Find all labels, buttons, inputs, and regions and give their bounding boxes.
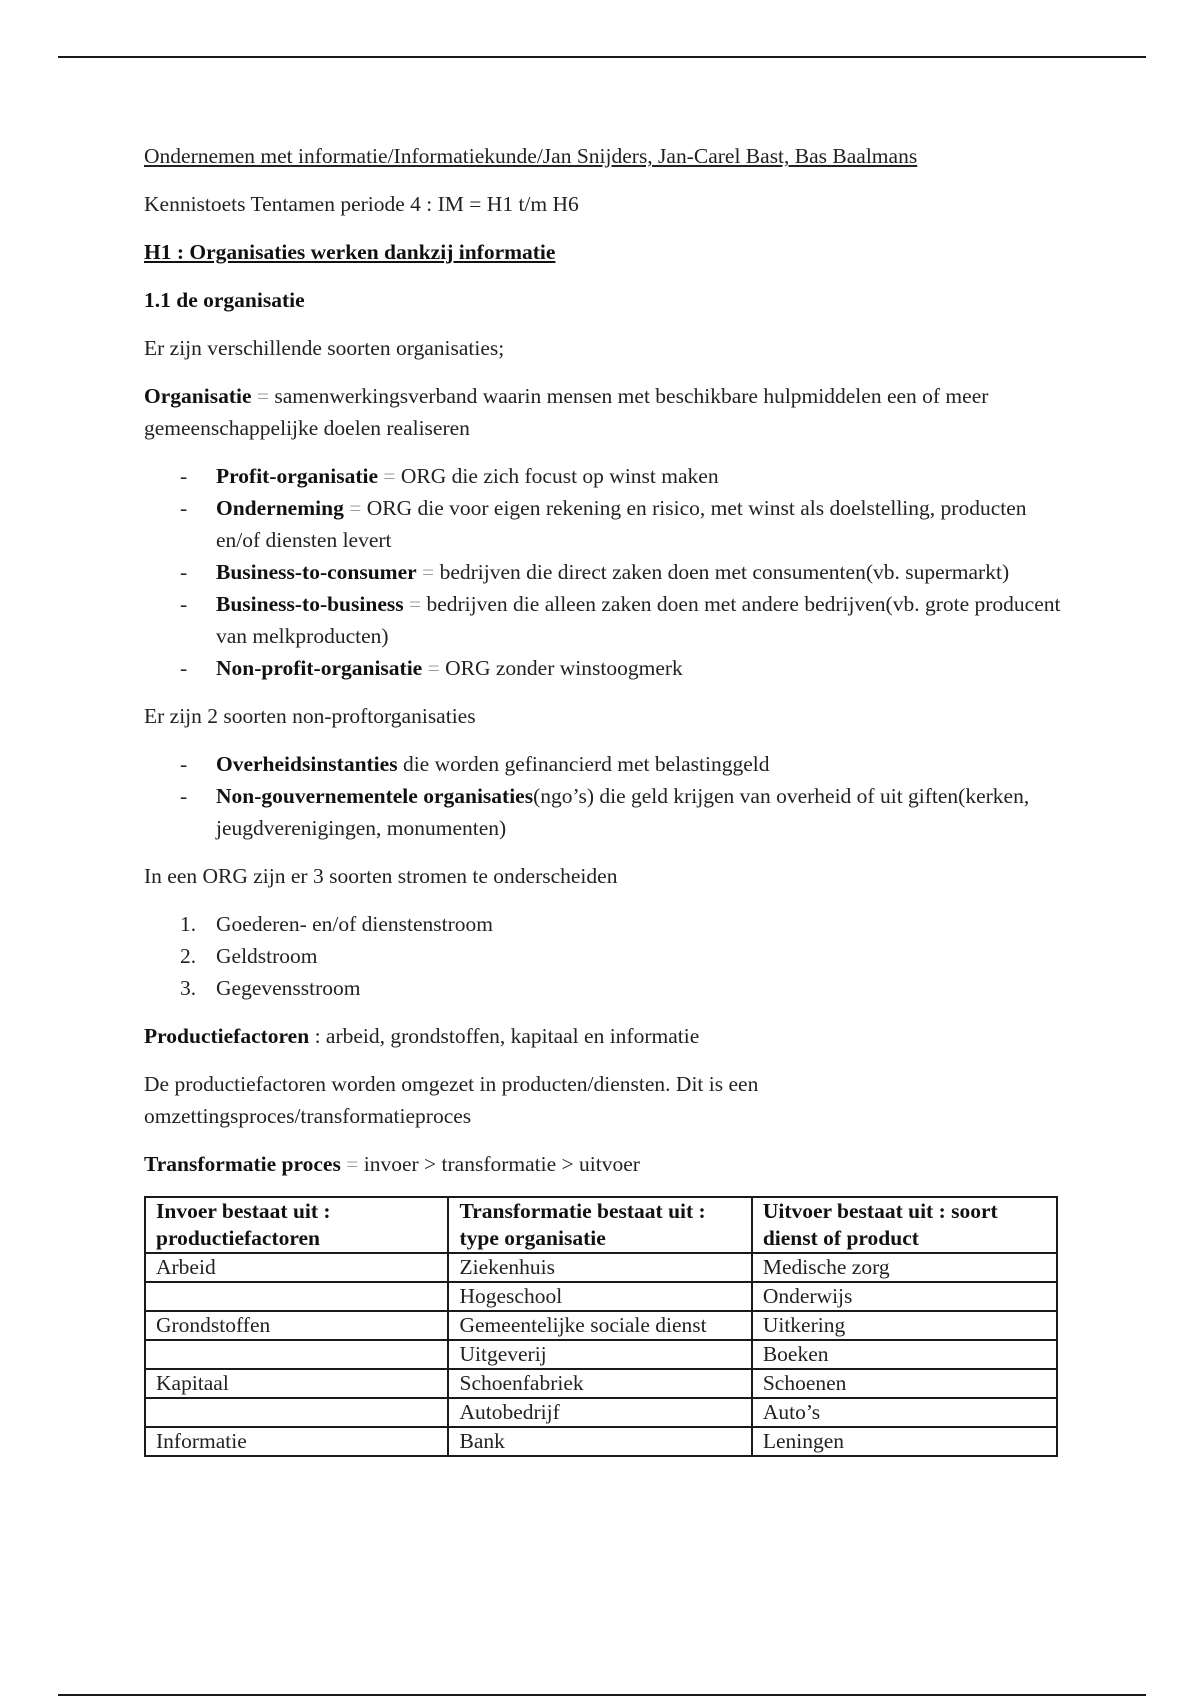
table-cell: Uitgeverij	[448, 1340, 751, 1369]
list-text: bedrijven die direct zaken doen met consumenten(vb. supermarkt)	[434, 560, 1010, 584]
definition-term: Transformatie proces	[144, 1152, 341, 1176]
dash-bullet: -	[180, 592, 188, 616]
nonprofit-types-list	[144, 748, 1064, 844]
definition-term: Productiefactoren	[144, 1024, 310, 1048]
list-item	[144, 748, 1064, 780]
list-item	[144, 908, 1064, 940]
table-cell: Medische zorg	[752, 1253, 1057, 1282]
table-cell: Arbeid	[145, 1253, 448, 1282]
list-number: 2.	[180, 944, 197, 968]
list-text: Gegevensstroom	[216, 976, 361, 1000]
dash-bullet: -	[180, 464, 188, 488]
dash-bullet: -	[180, 496, 188, 520]
dash-bullet: -	[180, 560, 188, 584]
list-text: die worden gefinancierd met belastinggeld	[397, 752, 770, 776]
table-cell	[145, 1340, 448, 1369]
header-transformatie: Transformatie bestaat uit : type organisatie	[448, 1197, 751, 1253]
table-cell: Boeken	[752, 1340, 1057, 1369]
list-item	[144, 652, 1064, 684]
productiefactoren-definition	[144, 1020, 1064, 1052]
list-text: (ngo’s) die geld krijgen van overheid of uit giften(kerken, jeugdverenigingen, monumenten)	[216, 784, 1030, 840]
list-number: 1.	[180, 912, 197, 936]
transformatie-definition	[144, 1148, 1064, 1180]
streams-list	[144, 908, 1064, 1004]
header-uitvoer: Uitvoer bestaat uit : soort dienst of product	[752, 1197, 1057, 1253]
definition-text: samenwerkingsverband waarin mensen met beschikbare hulpmiddelen een of meer gemeenschappelijke doelen realiseren	[144, 384, 989, 440]
list-text: bedrijven die alleen zaken doen met andere bedrijven(vb. grote producent van melkproducten)	[216, 592, 1061, 648]
list-term: Onderneming	[216, 496, 344, 520]
list-item	[144, 588, 1064, 652]
list-term: Non-gouvernementele organisaties	[216, 784, 534, 808]
definition-text: invoer > transformatie > uitvoer	[358, 1152, 640, 1176]
top-rule	[58, 56, 1146, 58]
equals-sign: =	[256, 384, 270, 408]
table-cell: Schoenfabriek	[448, 1369, 751, 1398]
list-text: ORG die zich focust op winst maken	[395, 464, 719, 488]
table-row	[145, 1427, 1057, 1456]
omzetting-paragraph: De productiefactoren worden omgezet in producten/diensten. Dit is een omzettingsproces/transformatieproces	[144, 1072, 759, 1128]
list-term: Business-to-consumer	[216, 560, 417, 584]
table-row	[145, 1253, 1057, 1282]
org-types-list	[144, 460, 1064, 684]
nonprofit-intro: Er zijn 2 soorten non-proftorganisaties	[144, 704, 476, 728]
list-text: Goederen- en/of dienstenstroom	[216, 912, 494, 936]
table-cell	[145, 1398, 448, 1427]
list-term: Business-to-business	[216, 592, 404, 616]
list-number: 3.	[180, 976, 197, 1000]
list-item	[144, 940, 1064, 972]
exam-subtitle: Kennistoets Tentamen periode 4 : IM = H1 t/m H6	[144, 192, 579, 216]
list-item	[144, 972, 1064, 1004]
list-text: Geldstroom	[216, 944, 318, 968]
equals-sign: =	[422, 560, 435, 584]
equals-sign: =	[349, 496, 362, 520]
equals-sign: =	[346, 1152, 359, 1176]
section-title-text: 1.1 de organisatie	[144, 288, 305, 312]
table-cell: Auto’s	[752, 1398, 1057, 1427]
equals-sign: =	[383, 464, 396, 488]
header-invoer: Invoer bestaat uit : productiefactoren	[145, 1197, 448, 1253]
organisatie-definition	[144, 380, 1064, 444]
table-cell: Informatie	[145, 1427, 448, 1456]
table-cell: Grondstoffen	[145, 1311, 448, 1340]
table-cell: Gemeentelijke sociale dienst	[448, 1311, 751, 1340]
dash-bullet: -	[180, 752, 188, 776]
list-item	[144, 556, 1064, 588]
course-header: Ondernemen met informatie/Informatiekunde/Jan Snijders, Jan-Carel Bast, Bas Baalmans	[144, 144, 918, 168]
dash-bullet: -	[180, 656, 188, 680]
dash-bullet: -	[180, 784, 188, 808]
list-item	[144, 460, 1064, 492]
table-cell: Hogeschool	[448, 1282, 751, 1311]
definition-text: : arbeid, grondstoffen, kapitaal en informatie	[309, 1024, 700, 1048]
list-item	[144, 780, 1064, 844]
list-item	[144, 492, 1064, 556]
transformation-table	[144, 1196, 1058, 1457]
chapter-title-text: H1 : Organisaties werken dankzij informatie	[144, 240, 556, 264]
intro-paragraph: Er zijn verschillende soorten organisaties;	[144, 336, 505, 360]
table-cell	[145, 1282, 448, 1311]
table-row	[145, 1340, 1057, 1369]
table-cell: Bank	[448, 1427, 751, 1456]
equals-sign: =	[427, 656, 440, 680]
equals-sign: =	[408, 592, 422, 616]
table-cell: Ziekenhuis	[448, 1253, 751, 1282]
table-cell: Leningen	[752, 1427, 1057, 1456]
definition-term: Organisatie	[144, 384, 252, 408]
list-text: ORG zonder winstoogmerk	[439, 656, 683, 680]
table-cell: Kapitaal	[145, 1369, 448, 1398]
list-term: Profit-organisatie	[216, 464, 379, 488]
streams-intro: In een ORG zijn er 3 soorten stromen te onderscheiden	[144, 864, 618, 888]
table-row	[145, 1282, 1057, 1311]
document-body	[144, 140, 1064, 1457]
table-row	[145, 1311, 1057, 1340]
chapter-title	[144, 236, 1064, 268]
list-term: Non-profit-organisatie	[216, 656, 423, 680]
table-cell: Schoenen	[752, 1369, 1057, 1398]
section-title	[144, 284, 1064, 316]
table-cell: Uitkering	[752, 1311, 1057, 1340]
bottom-rule	[58, 1694, 1146, 1696]
list-term: Overheidsinstanties	[216, 752, 398, 776]
table-header-row	[145, 1197, 1057, 1253]
table-cell: Onderwijs	[752, 1282, 1057, 1311]
table-row	[145, 1369, 1057, 1398]
list-text: ORG die voor eigen rekening en risico, met winst als doelstelling, producten en/of diensten levert	[216, 496, 1027, 552]
table-row	[145, 1398, 1057, 1427]
table-cell: Autobedrijf	[448, 1398, 751, 1427]
